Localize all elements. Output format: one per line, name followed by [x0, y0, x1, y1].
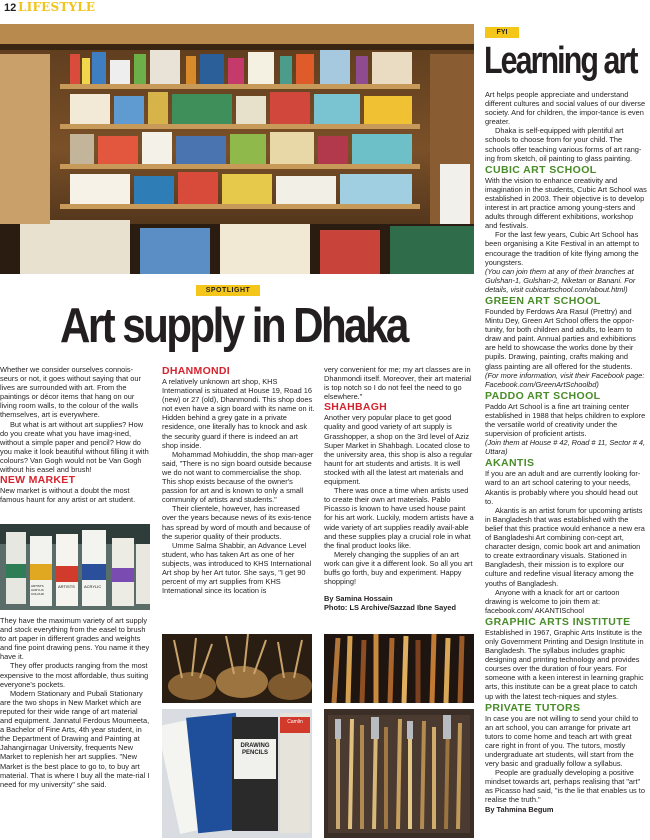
paint-tubes-photo [0, 524, 150, 610]
paragraph: Anyone with a knack for art or cartoon drawing is welcome to join them at: facebook.com/ AKANTISchool [485, 587, 620, 615]
paragraph: There was once a time when artists used to create their own art materials. Pablo Picasso is known to have used house paint for his art work. Luckily, modern artists have a wide variety of art supplies readily avail-able and these supplies play a crucial role in what the final product looks like. [324, 486, 474, 550]
paragraph: For the last few years, Cubic Art School has been organising a Kite Festival in an attempt to encourage the tradition of kite flying among the youngsters. [485, 230, 640, 267]
spotlight-tag: SPOTLIGHT [196, 285, 260, 296]
paragraph: People are gradually developing a positive mindset towards art, perhaps realising that "art" as Picasso had said, "is the lie that enables us to realise the truth." [485, 768, 645, 805]
page-number: 12 [4, 2, 17, 14]
info-note: (For more information, visit their Facebook page: Facebook.com/GreenArtSchoolbd) [485, 370, 645, 389]
paragraph: But what is art without art supplies? How do you create what you have imag-ined, without a simple paper and pencil? How do you make it look beautiful without filling it with colours? Van Gogh would not be Van Gogh without his easel and brush! [0, 419, 149, 475]
article-column-3 [324, 365, 474, 612]
paragraph: Dhaka is self-equipped with plentiful art schools to choose from for your child. The schools offer teaching various forms of art rang-ing from sketch, oil painting to glass painting. [485, 126, 642, 163]
paragraph: Another very popular place to get good quality and good variety of art supply is Grasshopper, a shop on the 3rd level of Aziz Super Market in Shahbagh. Located close to the university area, this shop is also a regular haunt for art students and artists. It is well stocked with all the latest art materials and equipment. [324, 413, 473, 487]
main-headline: Art supply in Dhaka [60, 299, 407, 353]
brushes-closeup-photo [324, 634, 474, 703]
paragraph: A relatively unknown art shop, KHS International is situated at House 19, Road 16 (new) or 27 (old), Dhanmondi. This shop does not even have a sign board with its name on it. Hidden behind a grey gate in a private residence, one literally has to knock and ask the security guard if there is indeed an art shop inside. [162, 377, 315, 450]
paragraph: They have the maximum variety of art supply and stock everything from the easel to brush to art paper in different grades and weights and fine point drawing pens. You name it they have it. [0, 616, 150, 662]
subhead-shahbagh: SHAHBAGH [324, 401, 388, 414]
info-note: (Join them at House # 42, Road # 11, Sector # 4, Uttara) [485, 438, 646, 457]
learning-art-column [485, 90, 647, 814]
palette-knives-illustration [324, 709, 474, 838]
side-headline: Learning art [484, 40, 637, 82]
paint-tube-label: ACRYLIC [84, 584, 102, 589]
article-column-2 [162, 365, 315, 595]
subhead-private-tutors: PRIVATE TUTORS [485, 701, 581, 714]
subhead-new-market: NEW MARKET [0, 474, 76, 487]
paragraph: Akantis is an artist forum for upcoming artists in Bangladesh that was established with the belief that this practice would enhance a new era of Bangladeshi Art combining con-cept art, character design, comic book art and animation to create extraordinary visuals. Stationed in Bangladesh, their mission is to explore our culture and redefine visual literacy among the youths of Bangladesh. [485, 505, 645, 588]
palette-knives-photo [324, 709, 474, 838]
paragraph: In case you are not willing to send your child to an art school, you can arrange for private art tutors to come home and teach art with great care right in front of you. The tutors, mostly undergraduate art students, will start from the very basic and gradually follow a syllabus. [485, 713, 639, 769]
subhead-cubic-art-school: CUBIC ART SCHOOL [485, 163, 597, 176]
byline-photo-credit: Photo: LS Archive/Sazzad Ibne Sayed [324, 603, 456, 613]
info-note: (You can join them at any of their branches at Gulshan-1, Gulshan-2, Niketan or Banani. For details, visit cubicartschool.com/about.html) [485, 266, 636, 294]
paragraph: Founded by Ferdows Ara Rasul (Prettry) and Mintu Dey, Green Art School offers the oppor-tunity, for both children and adults, to learn to draw and paint. Annual parties and exhibitions are held to showcase the works done by their pupils. Drawing, painting, crafts making and glass painting are all offered for the students. [485, 306, 636, 371]
subhead-dhanmondi: DHANMONDI [162, 365, 231, 377]
paragraph: very convenient for me; my art classes are in Dhanmondi itself. Moreover, their art material is top notch so I do not feel the need to go elsewhere." [324, 365, 472, 402]
paragraph: Art helps people appreciate and understand different cultures and social values of our diverse society. And for children, the impor-tance is even greater. [485, 90, 646, 127]
paragraph: Whether we consider ourselves connois-seurs or not, it goes without saying that our lives are surrounded with art. From the paintings or décor items that hang on our living room walls, to the colour of the walls themselves, art is everywhere. [0, 365, 141, 420]
byline-author: By Tahmina Begum [485, 804, 554, 814]
brushes-closeup-illustration [324, 634, 474, 703]
pencils-box-label: DRAWING PENCILS [240, 743, 270, 756]
brush-baskets-photo [162, 634, 312, 703]
article-column-1 [0, 365, 150, 504]
subhead-graphic-arts-institute: GRAPHIC ARTS INSTITUTE [485, 615, 631, 628]
paragraph: They offer products ranging from the most expensive to the most affordable, thus suiting everyone's pockets. [0, 661, 149, 689]
paragraph: Established in 1967, Graphic Arts Institute is the only Government Printing and Design Institute in Bangladesh. The syllabus includes graphic designing and printing technology and provides courses over the duration of four years. For someone with a keen interest in learning graphic arts, this institute can be a great place to catch up with the latest tech-niques and styles. [485, 627, 644, 701]
art-shop-shelves-illustration [0, 24, 474, 274]
paint-tube-label: ARTISTS [58, 584, 75, 589]
section-logo-text: LIFESTYLE [18, 0, 96, 14]
paragraph: New market is without a doubt the most famous haunt for any artist or art student. [0, 486, 136, 505]
paragraph: Mohammad Mohiuddin, the shop man-ager said, "There is no sign board outside because we do not want to commercialise the shop. This shop exists because of the owner's passion for art and is known to only a small community of artists and students." [162, 449, 314, 505]
pencils-brand-label: Camlin [287, 719, 303, 725]
subhead-paddo-art-school: PADDO ART SCHOOL [485, 389, 601, 402]
paint-tubes-illustration [0, 524, 150, 610]
paragraph: Modern Stationary and Pubali Stationary are the two shops in New Market which are reputed for their wide range of art material and equipment. Jannatul Ferdous Moumeeta, a Bachelor of Fine Arts, 4th year student, in the Department of Drawing and Painting at Jahangirnagar University, frequents New Market to replenish her art supplies. "New Market is the best place to go to, to buy art material. That is where I buy all the mate-rial I need for my university" she said. [0, 688, 150, 789]
paragraph: Their clientele, however, has increased over the years because news of its exis-tence has spread by word of mouth and because of the superior quality of their products. [162, 504, 312, 541]
paragraph: If you are an adult and are currently looking for-ward to an art school catering to your needs, Akantis is probably where you should head out to. [485, 469, 641, 506]
drawing-pencils-illustration [162, 709, 312, 838]
fyi-tag: FYI [485, 27, 519, 38]
drawing-pencils-photo [162, 709, 312, 838]
paragraph: Merely changing the supplies of an art work can give it a different look. So all you art buffs go forth, buy and experiment. Happy shopping! [324, 549, 473, 587]
paragraph: With the vision to enhance creativity and imagination in the students, Cubic Art School was established in 2003. Their objective is to develop interest in art practice among young-sters and adults through different exhibitions, workshop and festivals. [485, 175, 647, 231]
subhead-green-art-school: GREEN ART SCHOOL [485, 294, 601, 307]
brush-baskets-illustration [162, 634, 312, 703]
byline-author: By Samina Hossain [324, 594, 393, 604]
hero-photo-art-shop [0, 24, 474, 274]
paragraph: Umme Salma Shabbir, an Advance Level student, who has taken Art as one of her subjects, was introduced to KHS International Art shop by her Art tutor. She says, "I get 90 percent of my art supplies from KHS International since its location is [162, 540, 312, 596]
section-logo [18, 0, 95, 14]
paint-tube-label: ARTISTS ACRYLIC COLOUR [31, 584, 44, 596]
paragraph: Paddo Art School is a fine art training center established in 1988 that helps children to explore the versatile world of creativity under the supervision of proficient artists. [485, 401, 646, 439]
article-column-1-continued [0, 616, 150, 789]
subhead-akantis: AKANTIS [485, 457, 535, 470]
